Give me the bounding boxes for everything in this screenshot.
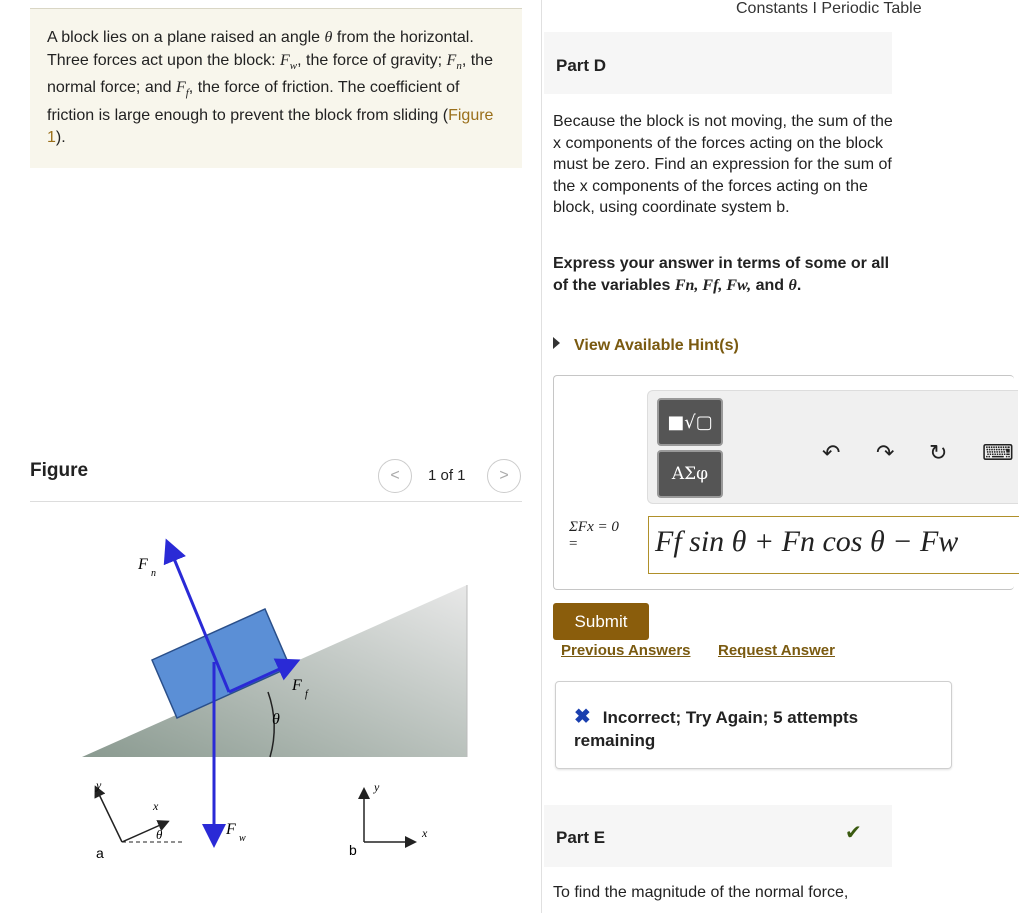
coord-system-a-label: a: [96, 845, 104, 861]
coord-system-b-label: b: [349, 842, 357, 858]
reset-icon: ↻: [929, 440, 948, 465]
part-e-title: Part E: [556, 828, 606, 847]
axis-b-x-label: x: [422, 826, 428, 840]
templates-button[interactable]: [657, 398, 723, 446]
fw-label: F: [226, 821, 236, 838]
keyboard-icon: ⌨: [982, 440, 1014, 465]
figure-diagram: [30, 502, 522, 907]
incorrect-icon: ✖: [574, 706, 591, 728]
resource-links: [736, 0, 922, 18]
feedback-box: [555, 681, 952, 769]
figure-page-count: 1 of 1: [428, 467, 466, 484]
ff-subscript: f: [185, 87, 189, 100]
fn-symbol: F: [446, 51, 457, 69]
instruction-theta: θ: [788, 276, 797, 294]
problem-text-6: ).: [55, 129, 66, 147]
problem-text: [30, 9, 522, 150]
equation-equals: =: [569, 536, 578, 552]
problem-statement: [30, 8, 522, 168]
fn-label-sub: n: [151, 568, 156, 579]
problem-text-1: A block lies on a plane raised an angle: [47, 29, 325, 46]
part-d-instruction: [553, 253, 893, 296]
figure-theta-label: θ: [272, 711, 280, 728]
axis-a-y-label: y: [96, 778, 102, 792]
theta-symbol: θ: [324, 29, 333, 46]
reset-button[interactable]: [929, 440, 947, 466]
part-d-question: Because the block is not moving, the sum of the x components of the forces acting on the block must be zero. Find an expression for the sum of the x components of the forces acting on the block, using coordinate system b.: [553, 113, 893, 216]
redo-button[interactable]: [876, 440, 894, 466]
constants-link[interactable]: Constants: [736, 0, 809, 17]
ff-label: F: [292, 677, 302, 694]
part-d-header[interactable]: [544, 32, 892, 94]
templates-icon: ■√▢: [667, 411, 713, 433]
instruction-text: Express your answer in terms of some or all of the variables: [553, 255, 890, 294]
column-divider: [541, 0, 542, 913]
figure-prev-button[interactable]: [378, 459, 412, 493]
axis-a-theta-label: θ: [156, 827, 163, 842]
fn-label: F: [138, 556, 148, 573]
figure-next-button[interactable]: [487, 459, 521, 493]
answer-input[interactable]: [648, 516, 1019, 574]
problem-text-3: , the force of gravity;: [297, 51, 447, 69]
caret-right-icon: [553, 337, 560, 349]
problem-text-4: , the normal force; and: [47, 51, 493, 97]
submit-label: Submit: [574, 611, 628, 631]
view-hints-toggle[interactable]: [553, 337, 739, 355]
axis-a-x-label: x: [153, 799, 159, 813]
submit-button[interactable]: [553, 603, 649, 640]
chevron-right-icon: >: [499, 467, 509, 484]
ff-label-sub: f: [305, 689, 308, 700]
feedback-message: Incorrect; Try Again; 5 attempts remaining: [574, 708, 859, 750]
keyboard-button[interactable]: [982, 440, 1014, 466]
greek-symbols-button[interactable]: [657, 450, 723, 498]
instruction-end: .: [796, 276, 802, 294]
chevron-left-icon: <: [390, 467, 400, 484]
problem-text-2: from the horizontal. Three forces act upon the block:: [47, 29, 474, 69]
axis-b-y-label: y: [374, 780, 380, 794]
problem-text-5: , the force of friction. The coefficient of friction is large enough to prevent the block from sliding (: [47, 79, 460, 124]
answer-expression: Ff sin θ + Fn cos θ − Fw: [655, 525, 959, 558]
greek-icon: ΑΣφ: [671, 464, 709, 484]
feedback-text: [574, 706, 934, 752]
part-d-title: Part D: [556, 56, 607, 75]
request-answer-link[interactable]: Request Answer: [718, 642, 835, 659]
periodic-table-link[interactable]: Periodic Table: [821, 0, 922, 17]
part-e-header[interactable]: [544, 805, 892, 867]
link-separator: I: [812, 0, 817, 17]
fw-label-sub: w: [239, 833, 246, 844]
axis-a-y: [96, 788, 122, 842]
part-e-text: To find the magnitude of the normal force,: [553, 884, 849, 901]
undo-icon: ↶: [822, 440, 841, 465]
hint-label: View Available Hint(s): [574, 337, 739, 354]
previous-answers-link[interactable]: Previous Answers: [561, 642, 691, 659]
fn-subscript: n: [456, 59, 462, 72]
ff-symbol: F: [175, 79, 186, 97]
fw-symbol: F: [280, 51, 290, 69]
equation-lhs: ΣFx = 0: [569, 519, 619, 535]
figure-link[interactable]: Figure 1: [47, 106, 494, 147]
redo-icon: ↷: [876, 440, 895, 465]
figure-title: Figure: [30, 460, 89, 481]
equation-label: [569, 519, 619, 553]
instruction-and: and: [751, 276, 789, 294]
instruction-variables: Fn, Ff, Fw,: [674, 276, 752, 294]
checkmark-icon: ✔: [845, 822, 862, 844]
fw-subscript: w: [289, 59, 298, 72]
undo-button[interactable]: [822, 440, 840, 466]
